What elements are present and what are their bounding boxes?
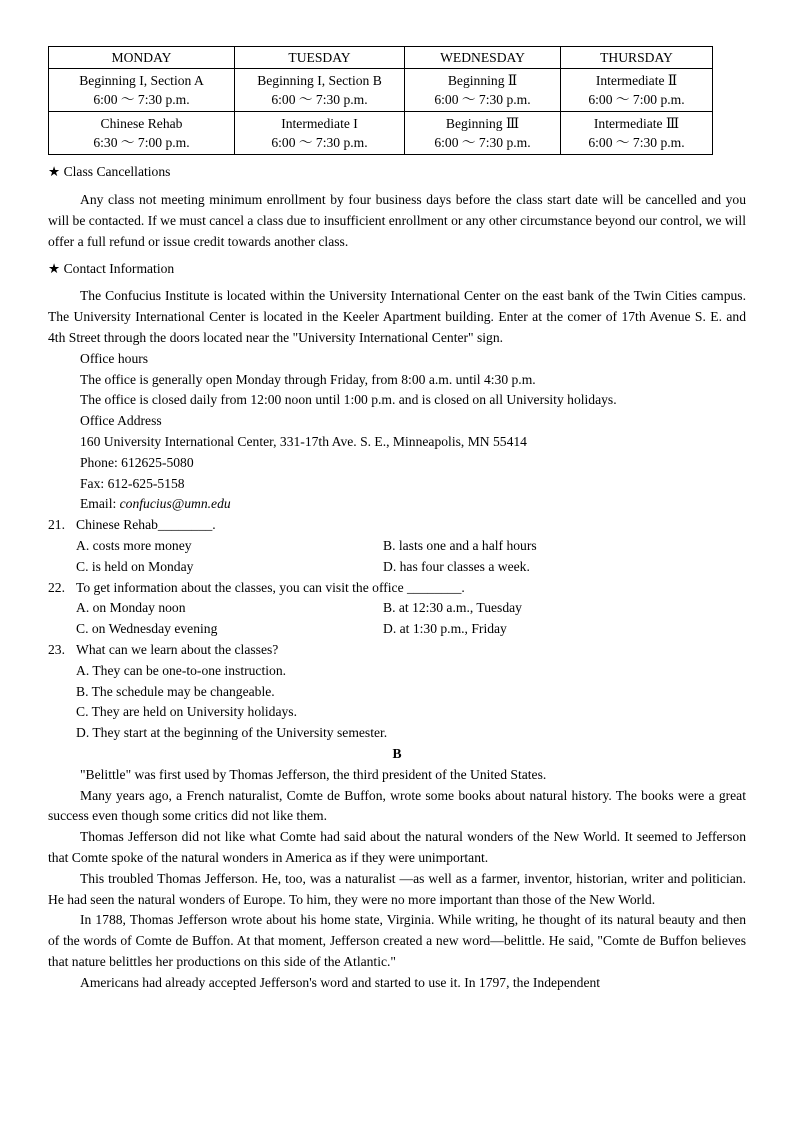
- class-time: 6:00 ～ 7:30 p.m.: [271, 135, 368, 150]
- class-cell: [49, 69, 235, 112]
- class-cell: [405, 69, 561, 112]
- passage-paragraph: This troubled Thomas Jefferson. He, too, was a naturalist —as well as a farmer, inventor, historian, writer and politician. He had seen the natural wonders of Europe. To him, they were no more important than those of the New World.: [48, 870, 746, 907]
- option-b: B. lasts one and a half hours: [383, 537, 537, 553]
- class-time: 6:00 ～ 7:30 p.m.: [93, 92, 190, 107]
- passage-b-heading: B: [392, 745, 402, 761]
- email-label: Email:: [80, 496, 120, 512]
- header-wednesday: WEDNESDAY: [405, 47, 561, 69]
- class-cell: [561, 69, 713, 112]
- contact-text: The Confucius Institute is located within the University International Center on the east bank of the Twin Cities campus. The University International Center is located in the Keeler Apartment building. Enter at the comer of 17th Avenue S. E. and 4th Street through the doors located near the "University International Center" sign.: [48, 288, 746, 345]
- table-header-row: [49, 47, 713, 69]
- question-22-options: [76, 598, 746, 640]
- class-cell: [561, 112, 713, 155]
- class-cell: [405, 112, 561, 155]
- office-hours-label: Office hours: [80, 350, 149, 366]
- question-number: 21.: [48, 517, 65, 533]
- option-a: A. on Monday noon: [76, 600, 186, 616]
- passage-paragraph: Thomas Jefferson did not like what Comte had said about the natural wonders of the New World. It seemed to Jefferson that Comte spoke of the natural wonders in America as if they were unimportant.: [48, 829, 746, 865]
- email-address: confucius@umn.edu: [119, 496, 231, 512]
- question-stem: To get information about the classes, you can visit the office ________.: [76, 579, 465, 595]
- header-tuesday: TUESDAY: [235, 47, 405, 69]
- class-name: Intermediate Ⅲ: [593, 116, 680, 131]
- class-name: Beginning Ⅲ: [445, 116, 520, 131]
- class-time: 6:00 ～ 7:00 p.m.: [588, 92, 685, 107]
- option-d: D. at 1:30 p.m., Friday: [383, 621, 507, 637]
- option-c: C. They are held on University holidays.: [76, 704, 297, 720]
- office-info: [80, 349, 746, 515]
- class-cell: [235, 112, 405, 155]
- class-name: Intermediate I: [281, 116, 358, 131]
- cancellations-text: Any class not meeting minimum enrollment by four business days before the class start date will be cancelled and you will be contacted. If we must cancel a class due to insufficient enrollment or any other circumstance beyond our control, we will offer a full refund or issue credit towards another class.: [48, 192, 746, 249]
- table-row: [49, 112, 713, 155]
- class-name: Beginning I, Section A: [79, 73, 204, 88]
- option-a: A. costs more money: [76, 537, 192, 553]
- contact-heading: ★ Contact Information: [48, 261, 175, 277]
- class-cell: [49, 112, 235, 155]
- question-number: 23.: [48, 641, 65, 657]
- phone-number: Phone: 612625-5080: [80, 454, 194, 470]
- class-name: Intermediate Ⅱ: [595, 73, 678, 88]
- class-name: Beginning Ⅱ: [447, 73, 518, 88]
- option-b: B. The schedule may be changeable.: [76, 683, 275, 699]
- office-hours-line-2: The office is closed daily from 12:00 noon until 1:00 p.m. and is closed on all University holidays.: [80, 392, 617, 408]
- question-23: [48, 640, 746, 661]
- question-23-options: [76, 661, 746, 744]
- question-21-options: [76, 536, 746, 578]
- option-d: D. They start at the beginning of the University semester.: [76, 725, 388, 741]
- email-line: [80, 494, 746, 515]
- class-name: Chinese Rehab: [100, 116, 183, 131]
- class-time: 6:00 ～ 7:30 p.m.: [434, 135, 531, 150]
- class-time: 6:30 ～ 7:00 p.m.: [93, 135, 190, 150]
- option-c: C. is held on Monday: [76, 558, 194, 574]
- class-cell: [235, 69, 405, 112]
- question-stem: Chinese Rehab________.: [76, 517, 216, 533]
- option-b: B. at 12:30 a.m., Tuesday: [383, 600, 522, 616]
- document-page: [48, 46, 746, 993]
- class-time: 6:00 ～ 7:30 p.m.: [271, 92, 368, 107]
- class-time: 6:00 ～ 7:30 p.m.: [588, 135, 685, 150]
- class-name: Beginning I, Section B: [257, 73, 382, 88]
- option-c: C. on Wednesday evening: [76, 621, 218, 637]
- office-address: 160 University International Center, 331-17th Ave. S. E., Minneapolis, MN 55414: [80, 433, 527, 449]
- table-row: [49, 69, 713, 112]
- office-hours-line-1: The office is generally open Monday through Friday, from 8:00 a.m. until 4:30 p.m.: [80, 371, 536, 387]
- question-21: [48, 515, 746, 536]
- passage-paragraph: Americans had already accepted Jefferson's word and started to use it. In 1797, the Independent: [80, 974, 601, 990]
- passage-paragraph: Many years ago, a French naturalist, Comte de Buffon, wrote some books about natural history. The books were a great success even though some critics did not like them.: [48, 787, 746, 824]
- question-22: [48, 578, 746, 599]
- header-monday: MONDAY: [49, 47, 235, 69]
- class-schedule-table: [48, 46, 713, 155]
- class-time: 6:00 ～ 7:30 p.m.: [434, 92, 531, 107]
- option-d: D. has four classes a week.: [383, 558, 530, 574]
- header-thursday: THURSDAY: [561, 47, 713, 69]
- cancellations-heading: ★ Class Cancellations: [48, 164, 171, 179]
- passage-paragraph: In 1788, Thomas Jefferson wrote about his home state, Virginia. While writing, he thought of its natural beauty and then of the words of Comte de Buffon. At that moment, Jefferson created a new word—belittle. He said, "Comte de Buffon believes that nature belittles her productions on this side of the Atlantic.": [48, 912, 746, 969]
- fax-number: Fax: 612-625-5158: [80, 475, 185, 491]
- option-a: A. They can be one-to-one instruction.: [76, 662, 287, 678]
- office-address-label: Office Address: [80, 413, 162, 429]
- question-number: 22.: [48, 579, 65, 595]
- passage-paragraph: "Belittle" was first used by Thomas Jefferson, the third president of the United States.: [80, 766, 547, 782]
- question-stem: What can we learn about the classes?: [76, 641, 279, 657]
